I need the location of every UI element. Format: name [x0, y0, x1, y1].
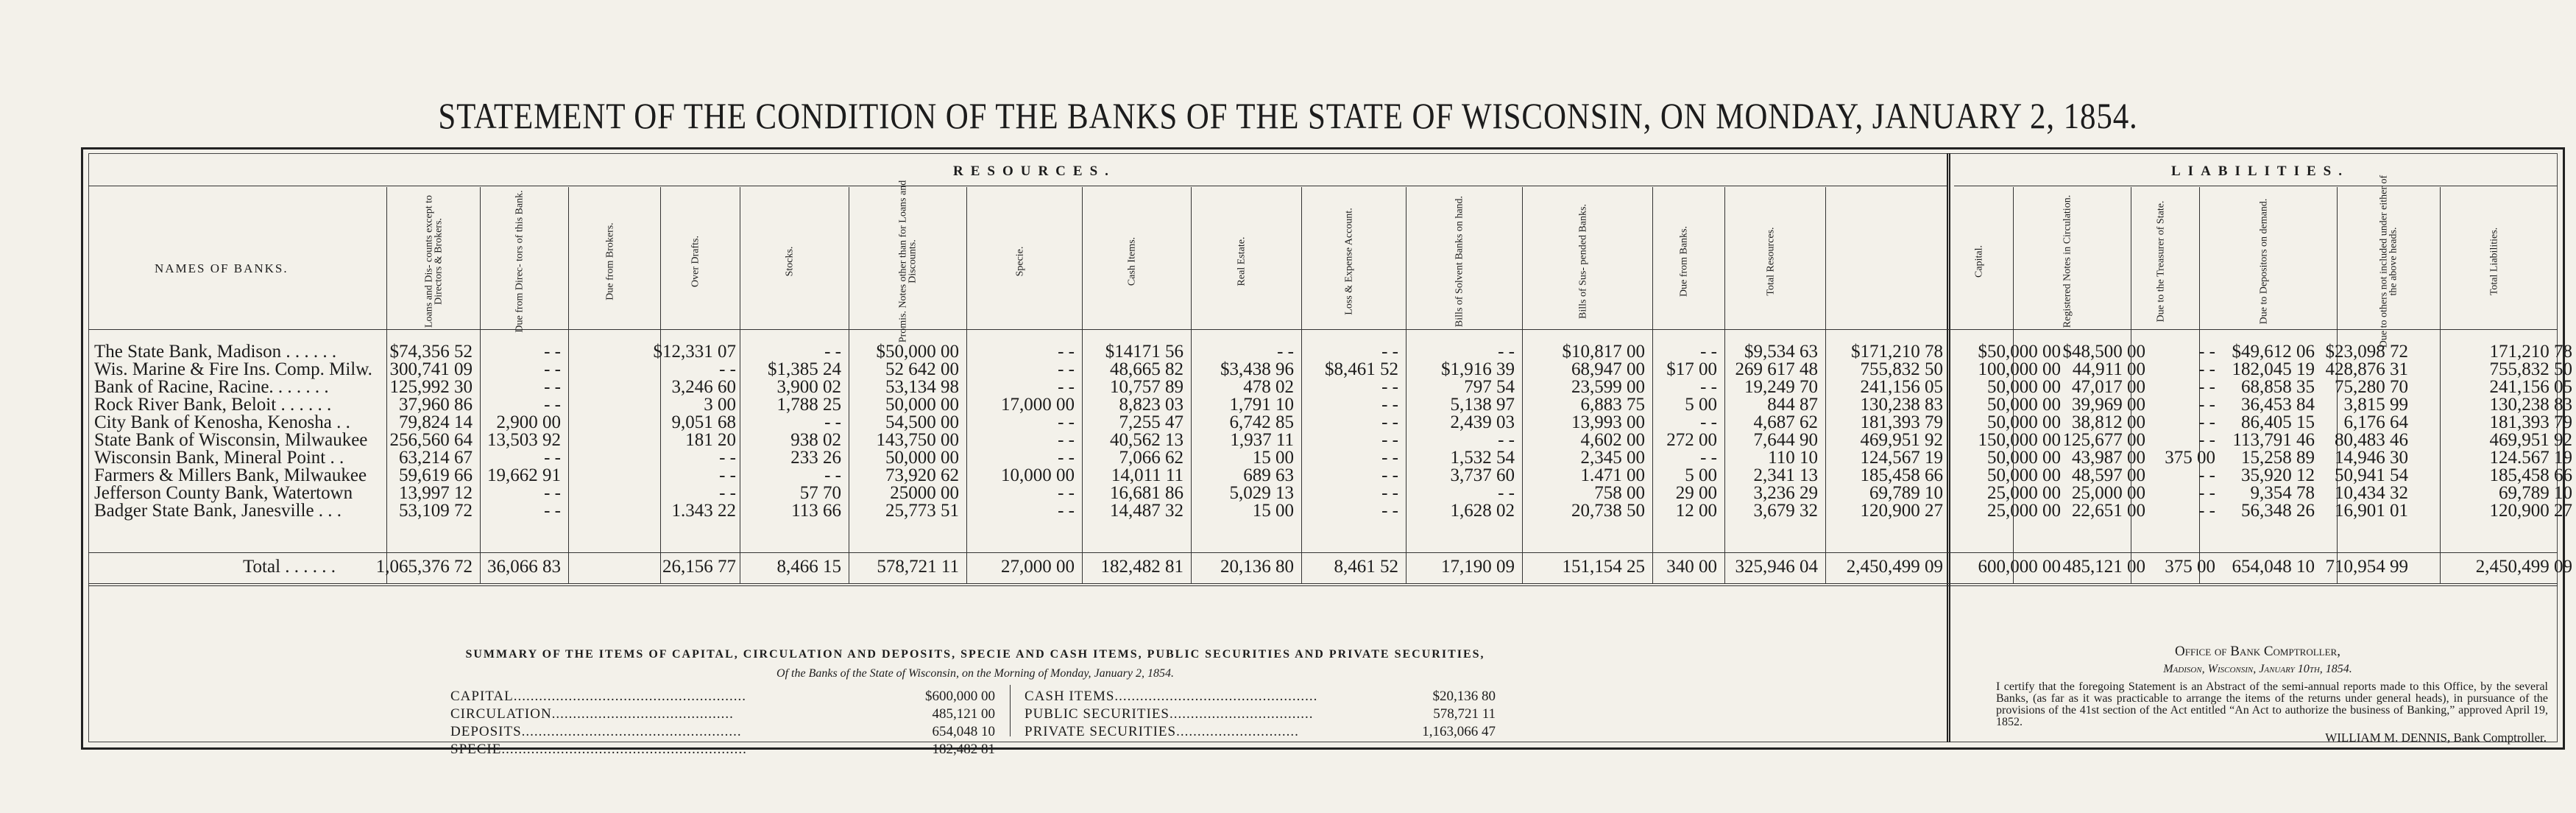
table-cell: $17 00 — [1666, 359, 1717, 379]
table-cell: 35,920 12 — [2241, 465, 2315, 485]
table-cell: 110 10 — [1768, 448, 1818, 468]
table-cell: 755,832 50 — [2489, 359, 2572, 379]
table-cell: $50,000 00 — [1978, 342, 2061, 362]
table-cell: - - — [1381, 448, 1398, 468]
table-cell: - - — [1381, 342, 1398, 362]
table-cell: - - — [2198, 465, 2215, 485]
summary-label: PUBLIC SECURITIES.................................. — [1025, 706, 1314, 722]
resource-column-header: Promis. Notes other than for Loans and Discounts. — [897, 180, 919, 342]
table-cell: 50,000 00 — [885, 395, 959, 415]
names-of-banks-heading: NAMES OF BANKS. — [155, 261, 289, 275]
table-cell: 100,000 00 — [1978, 359, 2061, 379]
table-cell: 56,348 26 — [2241, 501, 2315, 521]
resource-column-header: Loans and Dis- counts except to Directors & Brokers. — [423, 194, 444, 328]
bank-name: The State Bank, Madison . . . . . . — [94, 342, 337, 362]
table-cell: 1,937 11 — [1230, 430, 1294, 450]
table-cell: 25,773 51 — [885, 501, 959, 521]
table-cell: 69,789 10 — [1869, 483, 1943, 503]
table-cell: 1.343 22 — [671, 501, 736, 521]
resource-column-header: Due from Direc- tors of this Bank. — [514, 189, 526, 333]
table-cell: 3,900 02 — [776, 377, 841, 397]
table-cell: - - — [1058, 448, 1075, 468]
table-cell: 12 00 — [1675, 501, 1717, 521]
total-cell: 20,136 80 — [1220, 557, 1294, 577]
total-cell: 2,450,499 09 — [1846, 557, 1943, 577]
table-cell: $49,612 06 — [2232, 342, 2315, 362]
table-cell: $23,098 72 — [2325, 342, 2408, 362]
table-cell: 130,238 83 — [1860, 395, 1943, 415]
table-cell: 20,738 50 — [1571, 501, 1645, 521]
summary-divider — [1010, 685, 1011, 736]
table-cell: 4,687 62 — [1753, 412, 1818, 432]
table-cell: 15 00 — [1252, 448, 1294, 468]
table-cell: 1,628 02 — [1450, 501, 1515, 521]
table-cell: - - — [1700, 412, 1717, 432]
column-divider — [1652, 187, 1653, 583]
summary-value: $20,136 80 — [1432, 689, 1496, 704]
liability-column-header: Due to the Treasurer of State. — [2155, 200, 2166, 322]
total-cell: 325,946 04 — [1735, 557, 1818, 577]
table-cell: - - — [1381, 412, 1398, 432]
table-cell: 125,677 00 — [2062, 430, 2145, 450]
resource-column-header: Specie. — [1014, 246, 1025, 276]
table-cell: - - — [1058, 483, 1075, 503]
table-cell: 1.471 00 — [1580, 465, 1645, 485]
table-cell: - - — [1058, 342, 1075, 362]
table-cell: 19,249 70 — [1744, 377, 1818, 397]
table-cell: 54,500 00 — [885, 412, 959, 432]
resource-column-header: Bills of Sus- pended Banks. — [1577, 203, 1588, 319]
resources-heading: RESOURCES. — [953, 163, 1116, 179]
table-cell: 797 54 — [1464, 377, 1515, 397]
table-cell: - - — [1700, 342, 1717, 362]
table-cell: 10,434 32 — [2335, 483, 2408, 503]
table-cell: - - — [544, 395, 561, 415]
table-cell: 2,439 03 — [1450, 412, 1515, 432]
liability-column-header: Total Liabilities. — [2488, 227, 2500, 295]
table-cell: 1,788 25 — [776, 395, 841, 415]
table-cell: 689 63 — [1243, 465, 1294, 485]
table-cell: 130,238 83 — [2489, 395, 2572, 415]
table-cell: 150,000 00 — [1978, 430, 2061, 450]
table-cell: - - — [2198, 377, 2215, 397]
table-cell: 375 00 — [2165, 448, 2215, 468]
table-cell: 241,156 05 — [2489, 377, 2572, 397]
column-divider — [966, 187, 967, 583]
summary-label: SPECIE.......................................................... — [450, 742, 747, 757]
summary-value: 182,482 81 — [932, 742, 995, 757]
table-cell: 185,458 66 — [1860, 465, 1943, 485]
table-cell: 15,258 89 — [2241, 448, 2315, 468]
table-cell: - - — [1498, 342, 1515, 362]
table-cell: 25,000 00 — [1987, 483, 2061, 503]
column-divider — [1724, 187, 1725, 583]
resource-column-header: Stocks. — [784, 246, 796, 276]
table-cell: 181,393 79 — [1860, 412, 1943, 432]
bank-name: Badger State Bank, Janesville . . . — [94, 501, 342, 521]
bank-name: City Bank of Kenosha, Kenosha . . — [94, 412, 350, 432]
total-cell: 182,482 81 — [1100, 557, 1183, 577]
table-cell: 6,176 64 — [2343, 412, 2408, 432]
table-cell: 4,602 00 — [1580, 430, 1645, 450]
table-cell: 68,858 35 — [2241, 377, 2315, 397]
table-cell: 3,815 99 — [2343, 395, 2408, 415]
summary-value: 485,121 00 — [932, 706, 995, 722]
table-cell: - - — [544, 342, 561, 362]
table-cell: 13,997 12 — [399, 483, 473, 503]
liabilities-heading: LIABILITIES. — [2171, 163, 2349, 179]
table-cell: $1,385 24 — [768, 359, 841, 379]
table-cell: 9,051 68 — [671, 412, 736, 432]
statement-title: STATEMENT OF THE CONDITION OF THE BANKS OF THE STATE OF WISCONSIN, ON MONDAY, JANUARY 2, 1854. — [438, 95, 2138, 136]
column-divider — [2440, 187, 2441, 583]
table-cell: 10,757 89 — [1110, 377, 1183, 397]
header-bottom-rule — [88, 329, 2558, 330]
total-cell: 151,154 25 — [1562, 557, 1645, 577]
table-cell: 38,812 00 — [2072, 412, 2145, 432]
table-cell: - - — [1058, 359, 1075, 379]
resource-column-header: Over Drafts. — [690, 235, 701, 287]
table-cell: 16,901 01 — [2335, 501, 2408, 521]
table-cell: 181,393 79 — [2489, 412, 2572, 432]
summary-subtitle: Of the Banks of the State of Wisconsin, on the Morning of Monday, January 2, 1854. — [776, 667, 1174, 680]
resource-column-header: Bills of Solvent Banks on hand. — [1454, 195, 1465, 327]
table-cell: - - — [1381, 377, 1398, 397]
totals-top-rule — [88, 552, 2558, 553]
table-cell: 1,532 54 — [1450, 448, 1515, 468]
total-cell: 17,190 09 — [1441, 557, 1515, 577]
table-cell: - - — [1277, 342, 1294, 362]
table-cell: 80,483 46 — [2335, 430, 2408, 450]
totals-bottom-rule-2 — [88, 585, 2558, 586]
table-cell: $48,500 00 — [2062, 342, 2145, 362]
table-cell: 25,000 00 — [2072, 483, 2145, 503]
table-cell: 23,599 00 — [1571, 377, 1645, 397]
table-cell: 75,280 70 — [2335, 377, 2408, 397]
table-cell: 39,969 00 — [2072, 395, 2145, 415]
office-place-date: Madison, Wisconsin, January 10th, 1854. — [2163, 663, 2352, 675]
table-cell: 29 00 — [1675, 483, 1717, 503]
total-cell: 1,065,376 72 — [375, 557, 473, 577]
table-cell: $12,331 07 — [653, 342, 736, 362]
table-cell: - - — [544, 448, 561, 468]
summary-label: CIRCULATION........................................... — [450, 706, 734, 722]
table-cell: 256,560 64 — [389, 430, 473, 450]
liability-column-header: Registered Notes in Circulation. — [2062, 194, 2073, 328]
total-cell: 8,466 15 — [776, 557, 841, 577]
table-cell: 7,066 62 — [1119, 448, 1183, 468]
table-cell: - - — [719, 448, 736, 468]
total-cell: 485,121 00 — [2062, 557, 2145, 577]
table-cell: - - — [2198, 483, 2215, 503]
table-cell: 300,741 09 — [389, 359, 473, 379]
total-cell: 654,048 10 — [2232, 557, 2315, 577]
table-cell: 57 70 — [799, 483, 841, 503]
table-cell: 124,567 19 — [1860, 448, 1943, 468]
table-cell: 272 00 — [1666, 430, 1717, 450]
table-cell: 5 00 — [1685, 395, 1717, 415]
table-cell: 14,487 32 — [1110, 501, 1183, 521]
table-cell: - - — [2198, 342, 2215, 362]
table-cell: - - — [544, 501, 561, 521]
table-cell: 3,246 60 — [671, 377, 736, 397]
total-cell: 340 00 — [1666, 557, 1717, 577]
table-cell: 14,011 11 — [1111, 465, 1183, 485]
table-cell: 50,000 00 — [1987, 448, 2061, 468]
table-cell: - - — [1381, 395, 1398, 415]
table-cell: 1,791 10 — [1229, 395, 1294, 415]
summary-value: 654,048 10 — [932, 724, 995, 739]
comptroller-signature: WILLIAM M. DENNIS, Bank Comptroller. — [2325, 731, 2547, 745]
table-cell: 19,662 91 — [487, 465, 561, 485]
table-cell: 48,597 00 — [2072, 465, 2145, 485]
table-cell: - - — [544, 359, 561, 379]
bank-name: State Bank of Wisconsin, Milwaukee — [94, 430, 368, 450]
table-cell: - - — [719, 359, 736, 379]
table-cell: 3,236 29 — [1753, 483, 1818, 503]
table-cell: - - — [2198, 412, 2215, 432]
table-cell: - - — [719, 483, 736, 503]
table-cell: $74,356 52 — [389, 342, 473, 362]
comptroller-certificate: I certify that the foregoing Statement is an Abstract of the semi-annual reports made to this Office, by the several Banks, (as far as it was practicable to arrange the items of the returns under general heads), in pursuance of the provisions of the 41st section of the Act entitled “An Act to authorize the business of Banking,” approved April 19, 1852. — [1996, 680, 2548, 728]
table-cell: 14,946 30 — [2335, 448, 2408, 468]
bank-name: Jefferson County Bank, Watertown — [94, 483, 353, 503]
liability-column-header: Capital. — [1973, 244, 1985, 278]
total-cell: 2,450,499 09 — [2475, 557, 2572, 577]
table-cell: 37,960 86 — [399, 395, 473, 415]
table-cell: - - — [1498, 483, 1515, 503]
column-divider — [1191, 187, 1192, 583]
table-cell: - - — [1381, 501, 1398, 521]
resource-column-header: Due from Brokers. — [604, 222, 615, 300]
table-cell: 171,210 78 — [2489, 342, 2572, 362]
summary-value: 1,163,066 47 — [1422, 724, 1496, 739]
summary-label: DEPOSITS.................................................... — [450, 724, 742, 739]
table-cell: 17,000 00 — [1001, 395, 1075, 415]
total-label: Total . . . . . . — [243, 557, 336, 577]
table-cell: 50,000 00 — [1987, 412, 2061, 432]
table-cell: 125,992 30 — [389, 377, 473, 397]
table-cell: 3,737 60 — [1450, 465, 1515, 485]
total-cell: 600,000 00 — [1978, 557, 2061, 577]
table-cell: $10,817 00 — [1562, 342, 1645, 362]
summary-title: SUMMARY OF THE ITEMS OF CAPITAL, CIRCULATION AND DEPOSITS, SPECIE AND CASH ITEMS, PUBLIC SECURITIES AND PRIVATE SECURITIES, — [465, 648, 1485, 661]
table-cell: 2,341 13 — [1753, 465, 1818, 485]
bank-name: Farmers & Millers Bank, Milwaukee — [94, 465, 367, 485]
total-cell: 375 00 — [2165, 557, 2215, 577]
resource-column-header: Due from Banks. — [1678, 225, 1690, 297]
table-cell: 25000 00 — [890, 483, 959, 503]
table-cell: 120,900 27 — [1860, 501, 1943, 521]
table-cell: $1,916 39 — [1441, 359, 1515, 379]
table-cell: 9,354 78 — [2250, 483, 2315, 503]
table-cell: 43,987 00 — [2072, 448, 2145, 468]
liability-column-header: Due to others not included under either of the above heads. — [2378, 175, 2399, 348]
table-cell: 120,900 27 — [2489, 501, 2572, 521]
table-cell: - - — [1381, 483, 1398, 503]
total-cell: 578,721 11 — [877, 557, 959, 577]
table-cell: 7,644 90 — [1753, 430, 1818, 450]
bank-name: Wis. Marine & Fire Ins. Comp. Milw. — [94, 359, 372, 379]
table-cell: 25,000 00 — [1987, 501, 2061, 521]
table-cell: 758 00 — [1594, 483, 1645, 503]
table-cell: 5 00 — [1685, 465, 1717, 485]
table-cell: 48,665 82 — [1110, 359, 1183, 379]
table-cell: 69,789 10 — [2499, 483, 2572, 503]
bank-name: Wisconsin Bank, Mineral Point . . — [94, 448, 344, 468]
table-cell: 844 87 — [1767, 395, 1818, 415]
table-cell: 8,823 03 — [1119, 395, 1183, 415]
table-cell: $3,438 96 — [1220, 359, 1294, 379]
table-cell: - - — [824, 465, 841, 485]
table-cell: 59,619 66 — [399, 465, 473, 485]
table-cell: - - — [1381, 465, 1398, 485]
table-cell: 143,750 00 — [876, 430, 959, 450]
table-cell: - - — [1058, 377, 1075, 397]
totals-bottom-rule — [88, 583, 2558, 584]
table-cell: 40,562 13 — [1110, 430, 1183, 450]
table-cell: 53,109 72 — [399, 501, 473, 521]
table-cell: 13,503 92 — [487, 430, 561, 450]
summary-label: CASH ITEMS................................................ — [1025, 689, 1318, 704]
table-cell: 50,941 54 — [2335, 465, 2408, 485]
column-divider — [1522, 187, 1523, 583]
bank-name: Rock River Bank, Beloit . . . . . . — [94, 395, 332, 415]
table-cell: 182,045 19 — [2232, 359, 2315, 379]
table-cell: 13,993 00 — [1571, 412, 1645, 432]
table-cell: 36,453 84 — [2241, 395, 2315, 415]
table-cell: $171,210 78 — [1851, 342, 1943, 362]
column-divider — [480, 187, 481, 583]
table-cell: 428,876 31 — [2325, 359, 2408, 379]
table-cell: - - — [1498, 430, 1515, 450]
table-cell: - - — [1381, 430, 1398, 450]
liability-column-header: Due to Depositors on demand. — [2258, 198, 2269, 324]
table-cell: 241,156 05 — [1860, 377, 1943, 397]
table-cell: 113,791 46 — [2232, 430, 2315, 450]
table-cell: 50,000 00 — [1987, 395, 2061, 415]
bank-name: Bank of Racine, Racine. . . . . . . — [94, 377, 329, 397]
total-cell: 710,954 99 — [2325, 557, 2408, 577]
summary-value: 578,721 11 — [1433, 706, 1496, 722]
table-cell: 44,911 00 — [2072, 359, 2145, 379]
table-cell: 469,951 92 — [1860, 430, 1943, 450]
resource-column-header: Cash Items. — [1126, 236, 1138, 286]
table-cell: 63,214 67 — [399, 448, 473, 468]
table-cell: 79,824 14 — [399, 412, 473, 432]
table-cell: 185,458 66 — [2489, 465, 2572, 485]
table-cell: 269 617 48 — [1735, 359, 1818, 379]
table-cell: - - — [1058, 412, 1075, 432]
resource-column-header: Real Estate. — [1236, 236, 1248, 286]
table-cell: 53,134 98 — [885, 377, 959, 397]
table-cell: 2,345 00 — [1580, 448, 1645, 468]
table-cell: 50,000 00 — [1987, 465, 2061, 485]
table-cell: $8,461 52 — [1325, 359, 1398, 379]
table-cell: 124.567 19 — [2489, 448, 2572, 468]
table-cell: 50,000 00 — [1987, 377, 2061, 397]
table-cell: 86,405 15 — [2241, 412, 2315, 432]
table-cell: $50,000 00 — [876, 342, 959, 362]
table-cell: 73,920 62 — [885, 465, 959, 485]
table-cell: 50,000 00 — [885, 448, 959, 468]
summary-label: CAPITAL....................................................... — [450, 689, 746, 704]
table-cell: 2,900 00 — [496, 412, 561, 432]
table-cell: 6,883 75 — [1580, 395, 1645, 415]
table-cell: - - — [2198, 359, 2215, 379]
table-cell: 478 02 — [1243, 377, 1294, 397]
resource-column-header: Total Resources. — [1765, 226, 1776, 296]
table-cell: $14171 56 — [1105, 342, 1183, 362]
table-cell: 5,138 97 — [1450, 395, 1515, 415]
table-cell: - - — [719, 465, 736, 485]
table-cell: 16,681 86 — [1110, 483, 1183, 503]
table-cell: 6,742 85 — [1229, 412, 1294, 432]
table-cell: - - — [824, 342, 841, 362]
total-cell: 27,000 00 — [1001, 557, 1075, 577]
table-cell: 233 26 — [790, 448, 841, 468]
table-cell: 938 02 — [790, 430, 841, 450]
table-cell: - - — [1700, 377, 1717, 397]
table-cell: - - — [1058, 501, 1075, 521]
table-cell: - - — [1058, 430, 1075, 450]
table-cell: - - — [544, 377, 561, 397]
column-divider — [1301, 187, 1302, 583]
column-divider — [1082, 187, 1083, 583]
total-cell: 26,156 77 — [662, 557, 736, 577]
table-cell: 5,029 13 — [1229, 483, 1294, 503]
table-cell: - - — [544, 483, 561, 503]
table-cell: 3 00 — [704, 395, 736, 415]
table-cell: 181 20 — [685, 430, 736, 450]
table-cell: 47,017 00 — [2072, 377, 2145, 397]
total-cell: 8,461 52 — [1334, 557, 1398, 577]
table-cell: 52 642 00 — [885, 359, 959, 379]
summary-label: PRIVATE SECURITIES............................. — [1025, 724, 1299, 739]
column-divider — [660, 187, 661, 583]
table-cell: 7,255 47 — [1119, 412, 1183, 432]
column-divider — [568, 187, 569, 583]
table-cell: - - — [824, 412, 841, 432]
table-cell: $9,534 63 — [1744, 342, 1818, 362]
table-cell: 15 00 — [1252, 501, 1294, 521]
table-cell: 10,000 00 — [1001, 465, 1075, 485]
table-cell: - - — [1700, 448, 1717, 468]
table-cell: - - — [2198, 501, 2215, 521]
office-heading: Office of Bank Comptroller, — [2175, 644, 2340, 659]
column-divider — [1825, 187, 1826, 583]
summary-value: $600,000 00 — [925, 689, 995, 704]
table-cell: 113 66 — [791, 501, 841, 521]
table-cell: - - — [2198, 395, 2215, 415]
total-cell: 36,066 83 — [487, 557, 561, 577]
table-cell: 469,951 92 — [2489, 430, 2572, 450]
table-cell: 3,679 32 — [1753, 501, 1818, 521]
table-cell: 22,651 00 — [2072, 501, 2145, 521]
table-cell: 755,832 50 — [1860, 359, 1943, 379]
table-cell: - - — [2198, 430, 2215, 450]
table-cell: 68,947 00 — [1571, 359, 1645, 379]
resource-column-header: Loss & Expense Account. — [1343, 207, 1355, 315]
